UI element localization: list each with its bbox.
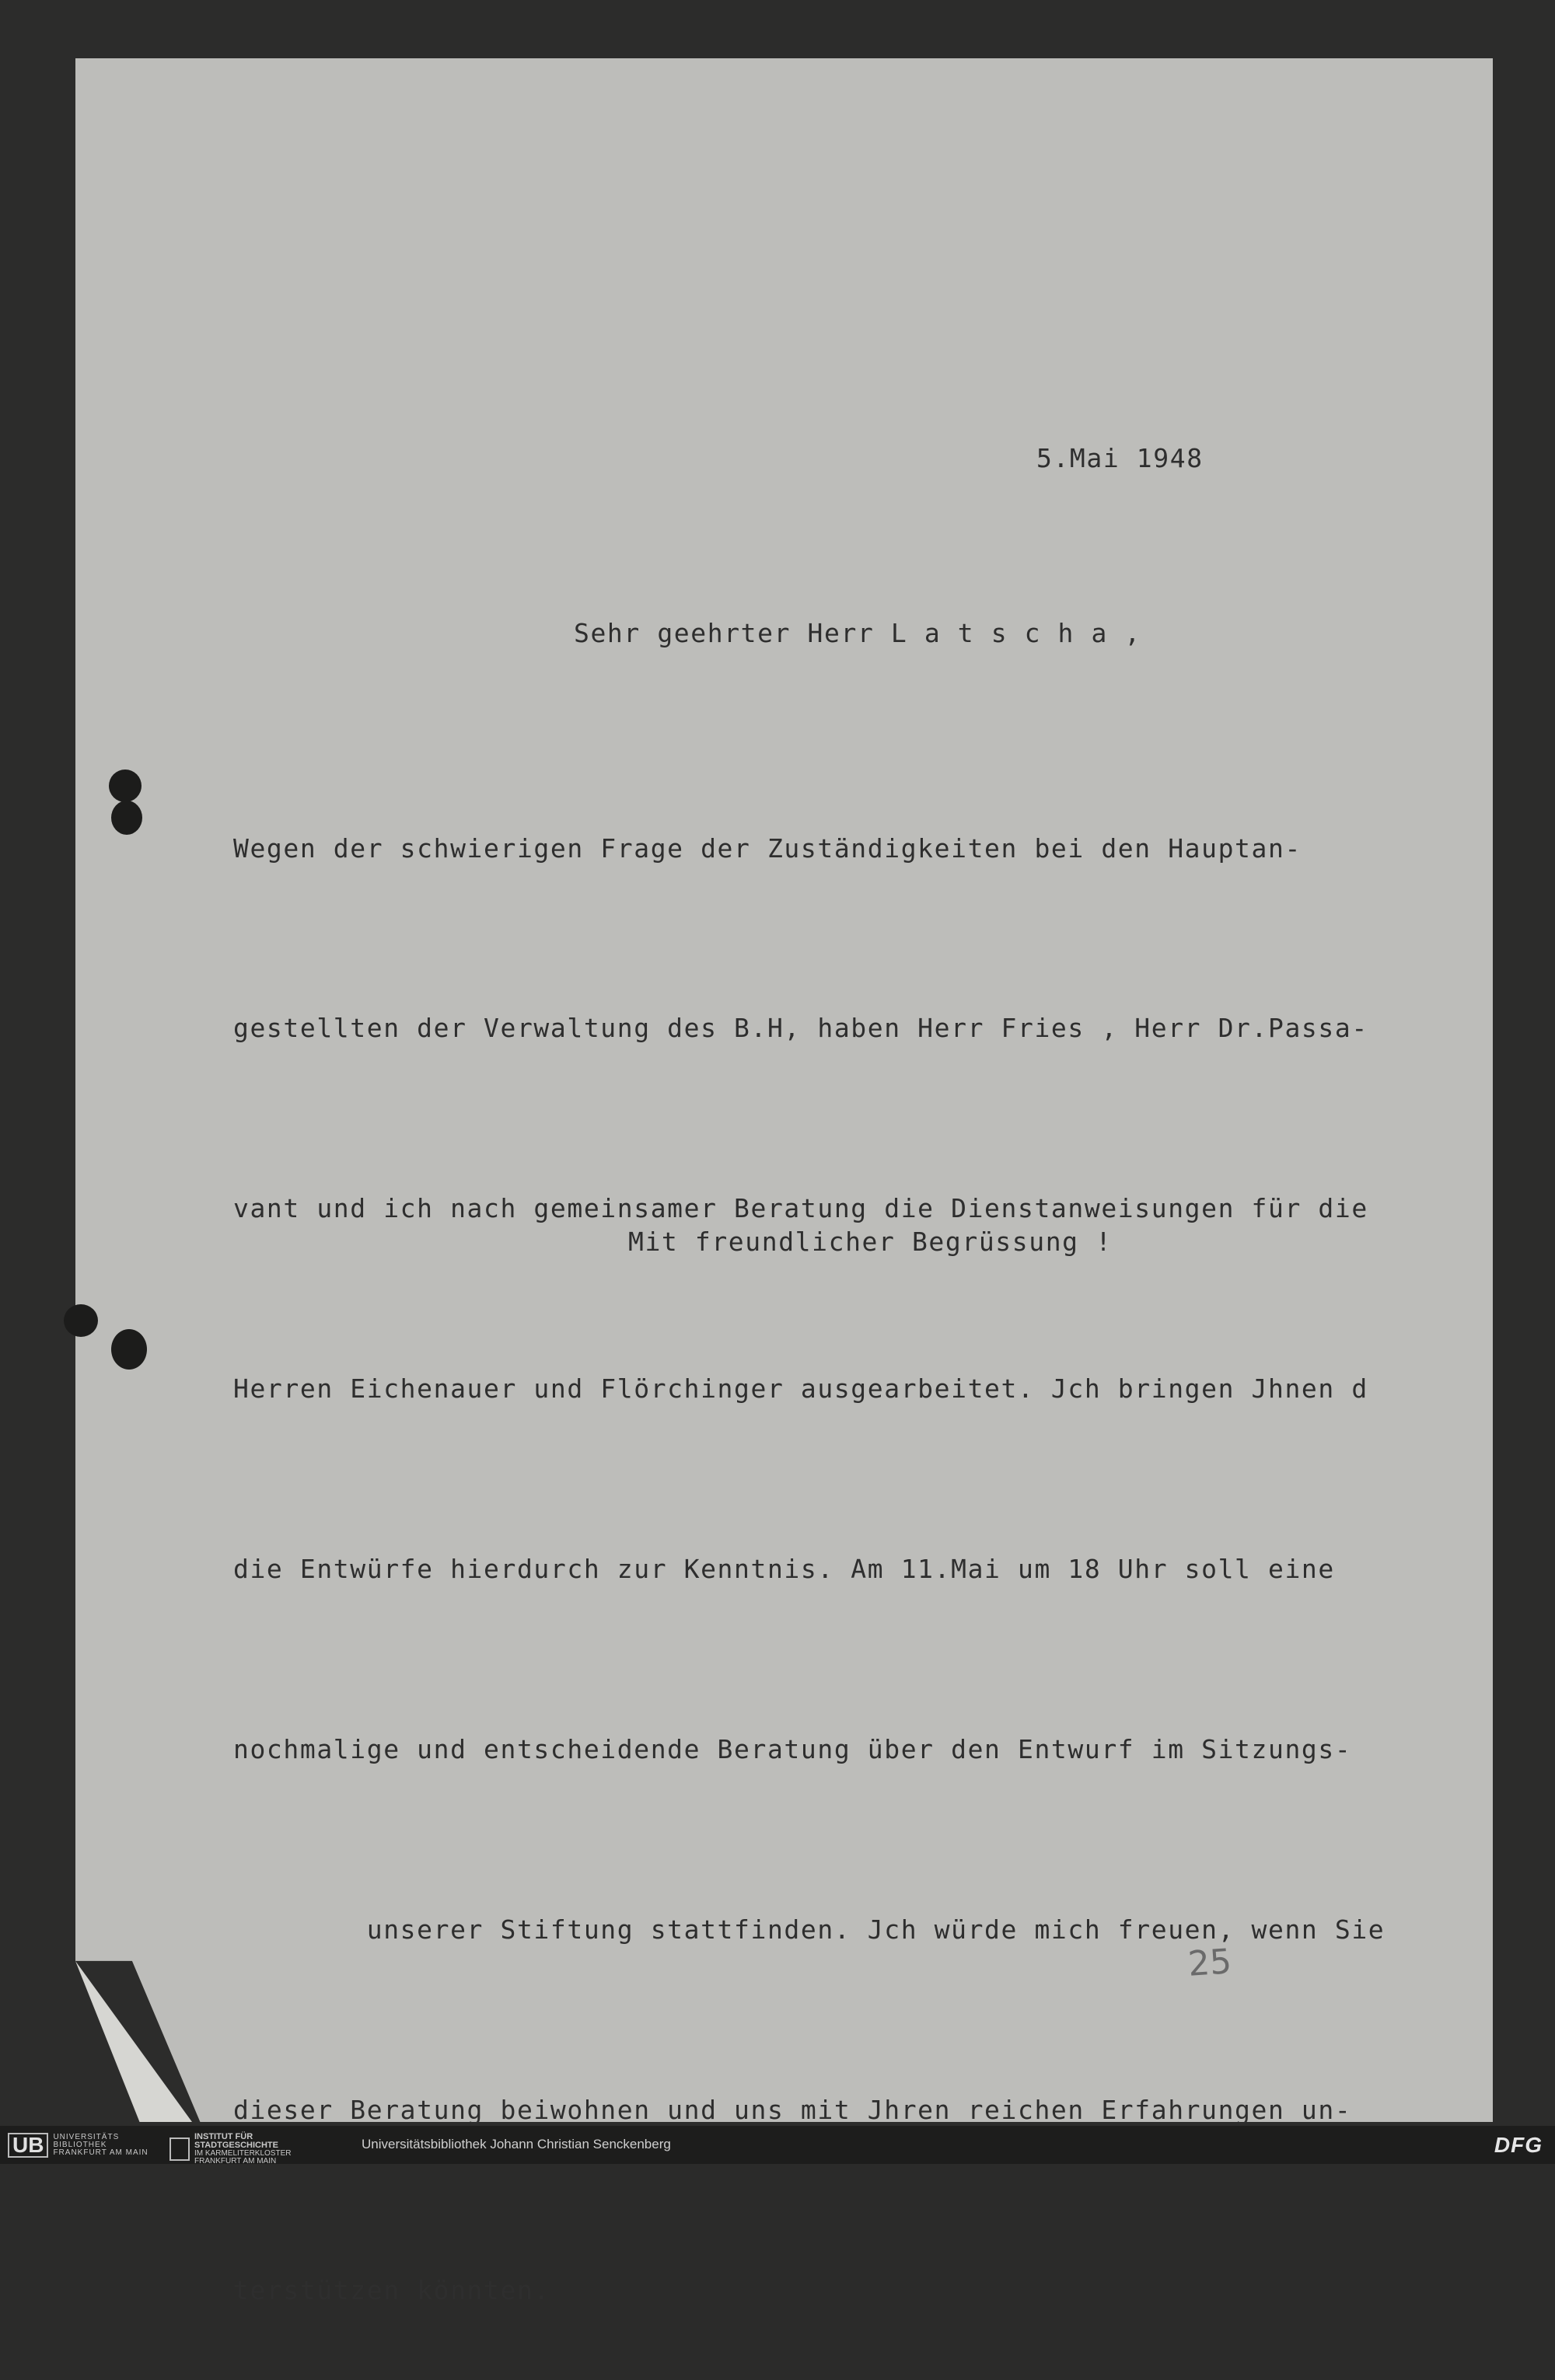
- body-line: die Entwürfe hierdurch zur Kenntnis. Am 11.Mai um 18 Uhr soll eine: [233, 1554, 1335, 1585]
- body-line: unserer Stiftung stattfinden. Jch würde mich freuen, wenn Sie: [233, 1914, 1386, 1945]
- ub-logo-mark: UB: [8, 2133, 48, 2158]
- body-line: vant und ich nach gemeinsamer Beratung die Dienstanweisungen für die: [233, 1193, 1368, 1224]
- institut-logo-line: INSTITUT FÜR: [194, 2132, 253, 2141]
- letter-date: 5.Mai 1948: [1036, 443, 1204, 473]
- archive-footer-bar: [0, 2126, 1555, 2164]
- institut-logo-line: STADTGESCHICHTE: [194, 2141, 278, 2150]
- ub-logo-line: FRANKFURT AM MAIN: [53, 2148, 149, 2157]
- body-line: Herren Eichenauer und Flörchinger ausgearbeitet. Jch bringen Jhnen d: [233, 1373, 1368, 1405]
- institut-logo-line: FRANKFURT AM MAIN: [194, 2157, 277, 2165]
- punch-hole: [111, 1329, 147, 1370]
- dfg-logo: DFG: [1494, 2133, 1543, 2157]
- letter-salutation: Sehr geehrter Herr L a t s c h a ,: [574, 618, 1141, 648]
- institut-logo: [169, 2133, 291, 2165]
- body-line: dieser Beratung beiwohnen und uns mit Jhren reichen Erfahrungen un-: [233, 2094, 1352, 2125]
- punch-hole: [109, 769, 142, 802]
- body-line: Wegen der schwierigen Frage der Zuständigkeiten bei den Hauptan-: [233, 832, 1302, 864]
- ub-logo-line: UNIVERSITÄTS: [53, 2133, 120, 2141]
- punch-hole: [111, 801, 142, 835]
- institut-logo-text: [194, 2133, 291, 2165]
- footer-library-name: Universitätsbibliothek Johann Christian Senckenberg: [362, 2137, 671, 2151]
- ub-logo-text: [53, 2134, 148, 2157]
- handwritten-page-number: 25: [1186, 1942, 1233, 1984]
- body-line: nochmalige und entscheidende Beratung über den Entwurf im Sitzungs-: [233, 1734, 1352, 1765]
- ub-logo: [8, 2133, 149, 2158]
- punch-hole: [64, 1304, 98, 1337]
- ub-logo-line: BIBLIOTHEK: [53, 2141, 107, 2149]
- letter-closing: Mit freundlicher Begrüssung !: [628, 1227, 1113, 1257]
- institut-logo-icon: [169, 2137, 190, 2161]
- body-line: gestellten der Verwaltung des B.H, haben Herr Fries , Herr Dr.Passa-: [233, 1013, 1368, 1044]
- institut-logo-line: IM KARMELITERKLOSTER: [194, 2149, 292, 2158]
- body-line: terstützen könnten.: [233, 2274, 550, 2305]
